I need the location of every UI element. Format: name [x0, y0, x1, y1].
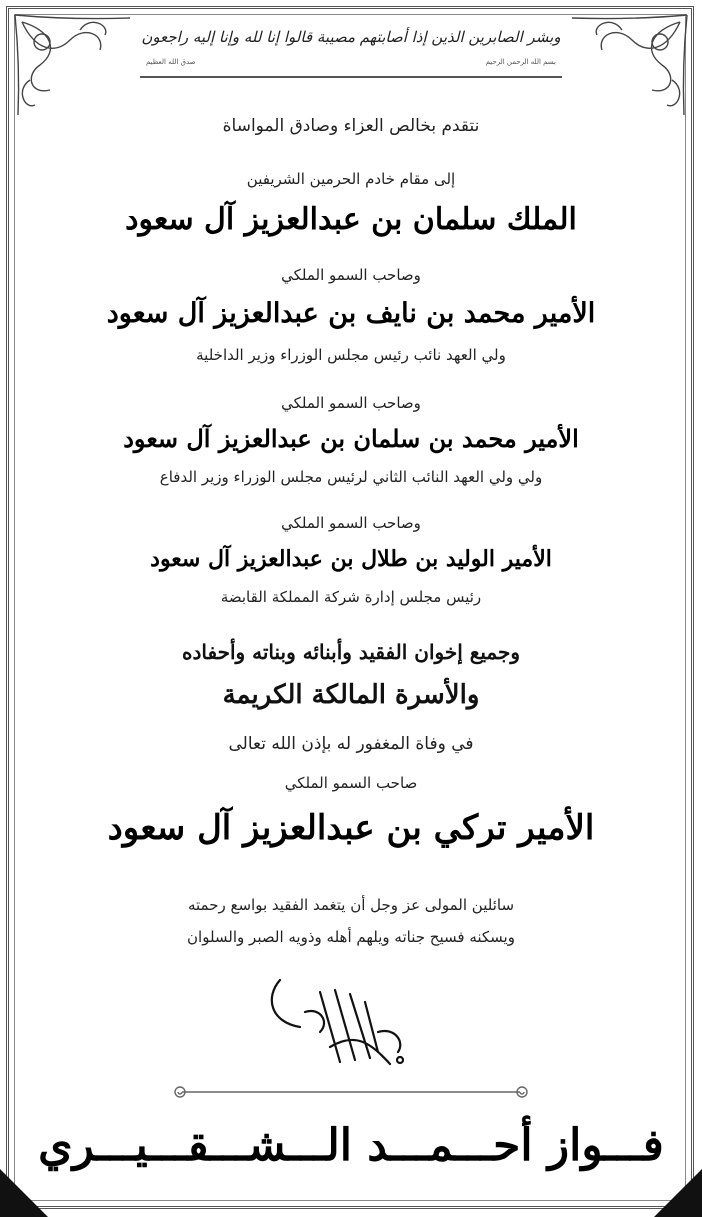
king-name: الملك سلمان بن عبدالعزيز آل سعود: [125, 202, 577, 237]
deceased-name: الأمير تركي بن عبدالعزيز آل سعود: [107, 808, 595, 848]
verse-banner: [140, 14, 562, 78]
prince1-name: الأمير محمد بن نايف بن عبدالعزيز آل سعود: [106, 298, 596, 329]
basmala: بسم الله الرحمن الرحيم: [485, 58, 556, 66]
sender-name: فـــواز أحـــمـــد الـــشـــقـــيـــري: [38, 1120, 664, 1171]
deceased-honorific: صاحب السمو الملكي: [284, 774, 418, 792]
honorific-2: وصاحب السمو الملكي: [281, 394, 421, 412]
prince1-title: ولي العهد نائب رئيس مجلس الوزراء وزير الداخلية: [196, 346, 506, 364]
prince3-title: رئيس مجلس إدارة شركة المملكة القابضة: [220, 588, 482, 606]
ornamental-divider: [170, 1082, 532, 1102]
prince2-name: الأمير محمد بن سلمان بن عبدالعزيز آل سعود: [123, 424, 579, 453]
calligraphy-emblem: [260, 972, 430, 1072]
death-line: في وفاة المغفور له بإذن الله تعالى: [228, 734, 474, 754]
corner-ornament-right: [562, 10, 692, 120]
family-line: وجميع إخوان الفقيد وأبنائه وبناته وأحفاده: [181, 640, 520, 664]
quran-verse: وبشر الصابرين الذين إذا أصابتهم مصيبة قالوا إنا لله وإنا إليه راجعون: [141, 28, 561, 46]
mourning-ribbon-left: [0, 1169, 48, 1217]
prayer-line-2: ويسكنه فسيح جناته ويلهم أهله وذويه الصبر والسلوان: [187, 928, 515, 946]
honorific-1: وصاحب السمو الملكي: [281, 266, 421, 284]
sadaq-text: صدق الله العظيم: [146, 58, 196, 66]
corner-ornament-left: [10, 10, 140, 120]
prayer-line-1: سائلين المولى عز وجل أن يتغمد الفقيد بواسع رحمته: [187, 896, 515, 914]
prince3-name: الأمير الوليد بن طلال بن عبدالعزيز آل سعود: [150, 546, 552, 572]
mourning-ribbon-right: [654, 1169, 702, 1217]
opening-line: نتقدم بخالص العزاء وصادق المواساة: [222, 116, 480, 136]
prince2-title: ولي ولي العهد النائب الثاني لرئيس مجلس الوزراء وزير الدفاع: [159, 468, 543, 486]
honorific-3: وصاحب السمو الملكي: [281, 514, 421, 532]
royal-family-line: والأسرة المالكة الكريمة: [222, 680, 480, 710]
to-line: إلى مقام خادم الحرمين الشريفين: [246, 170, 456, 188]
